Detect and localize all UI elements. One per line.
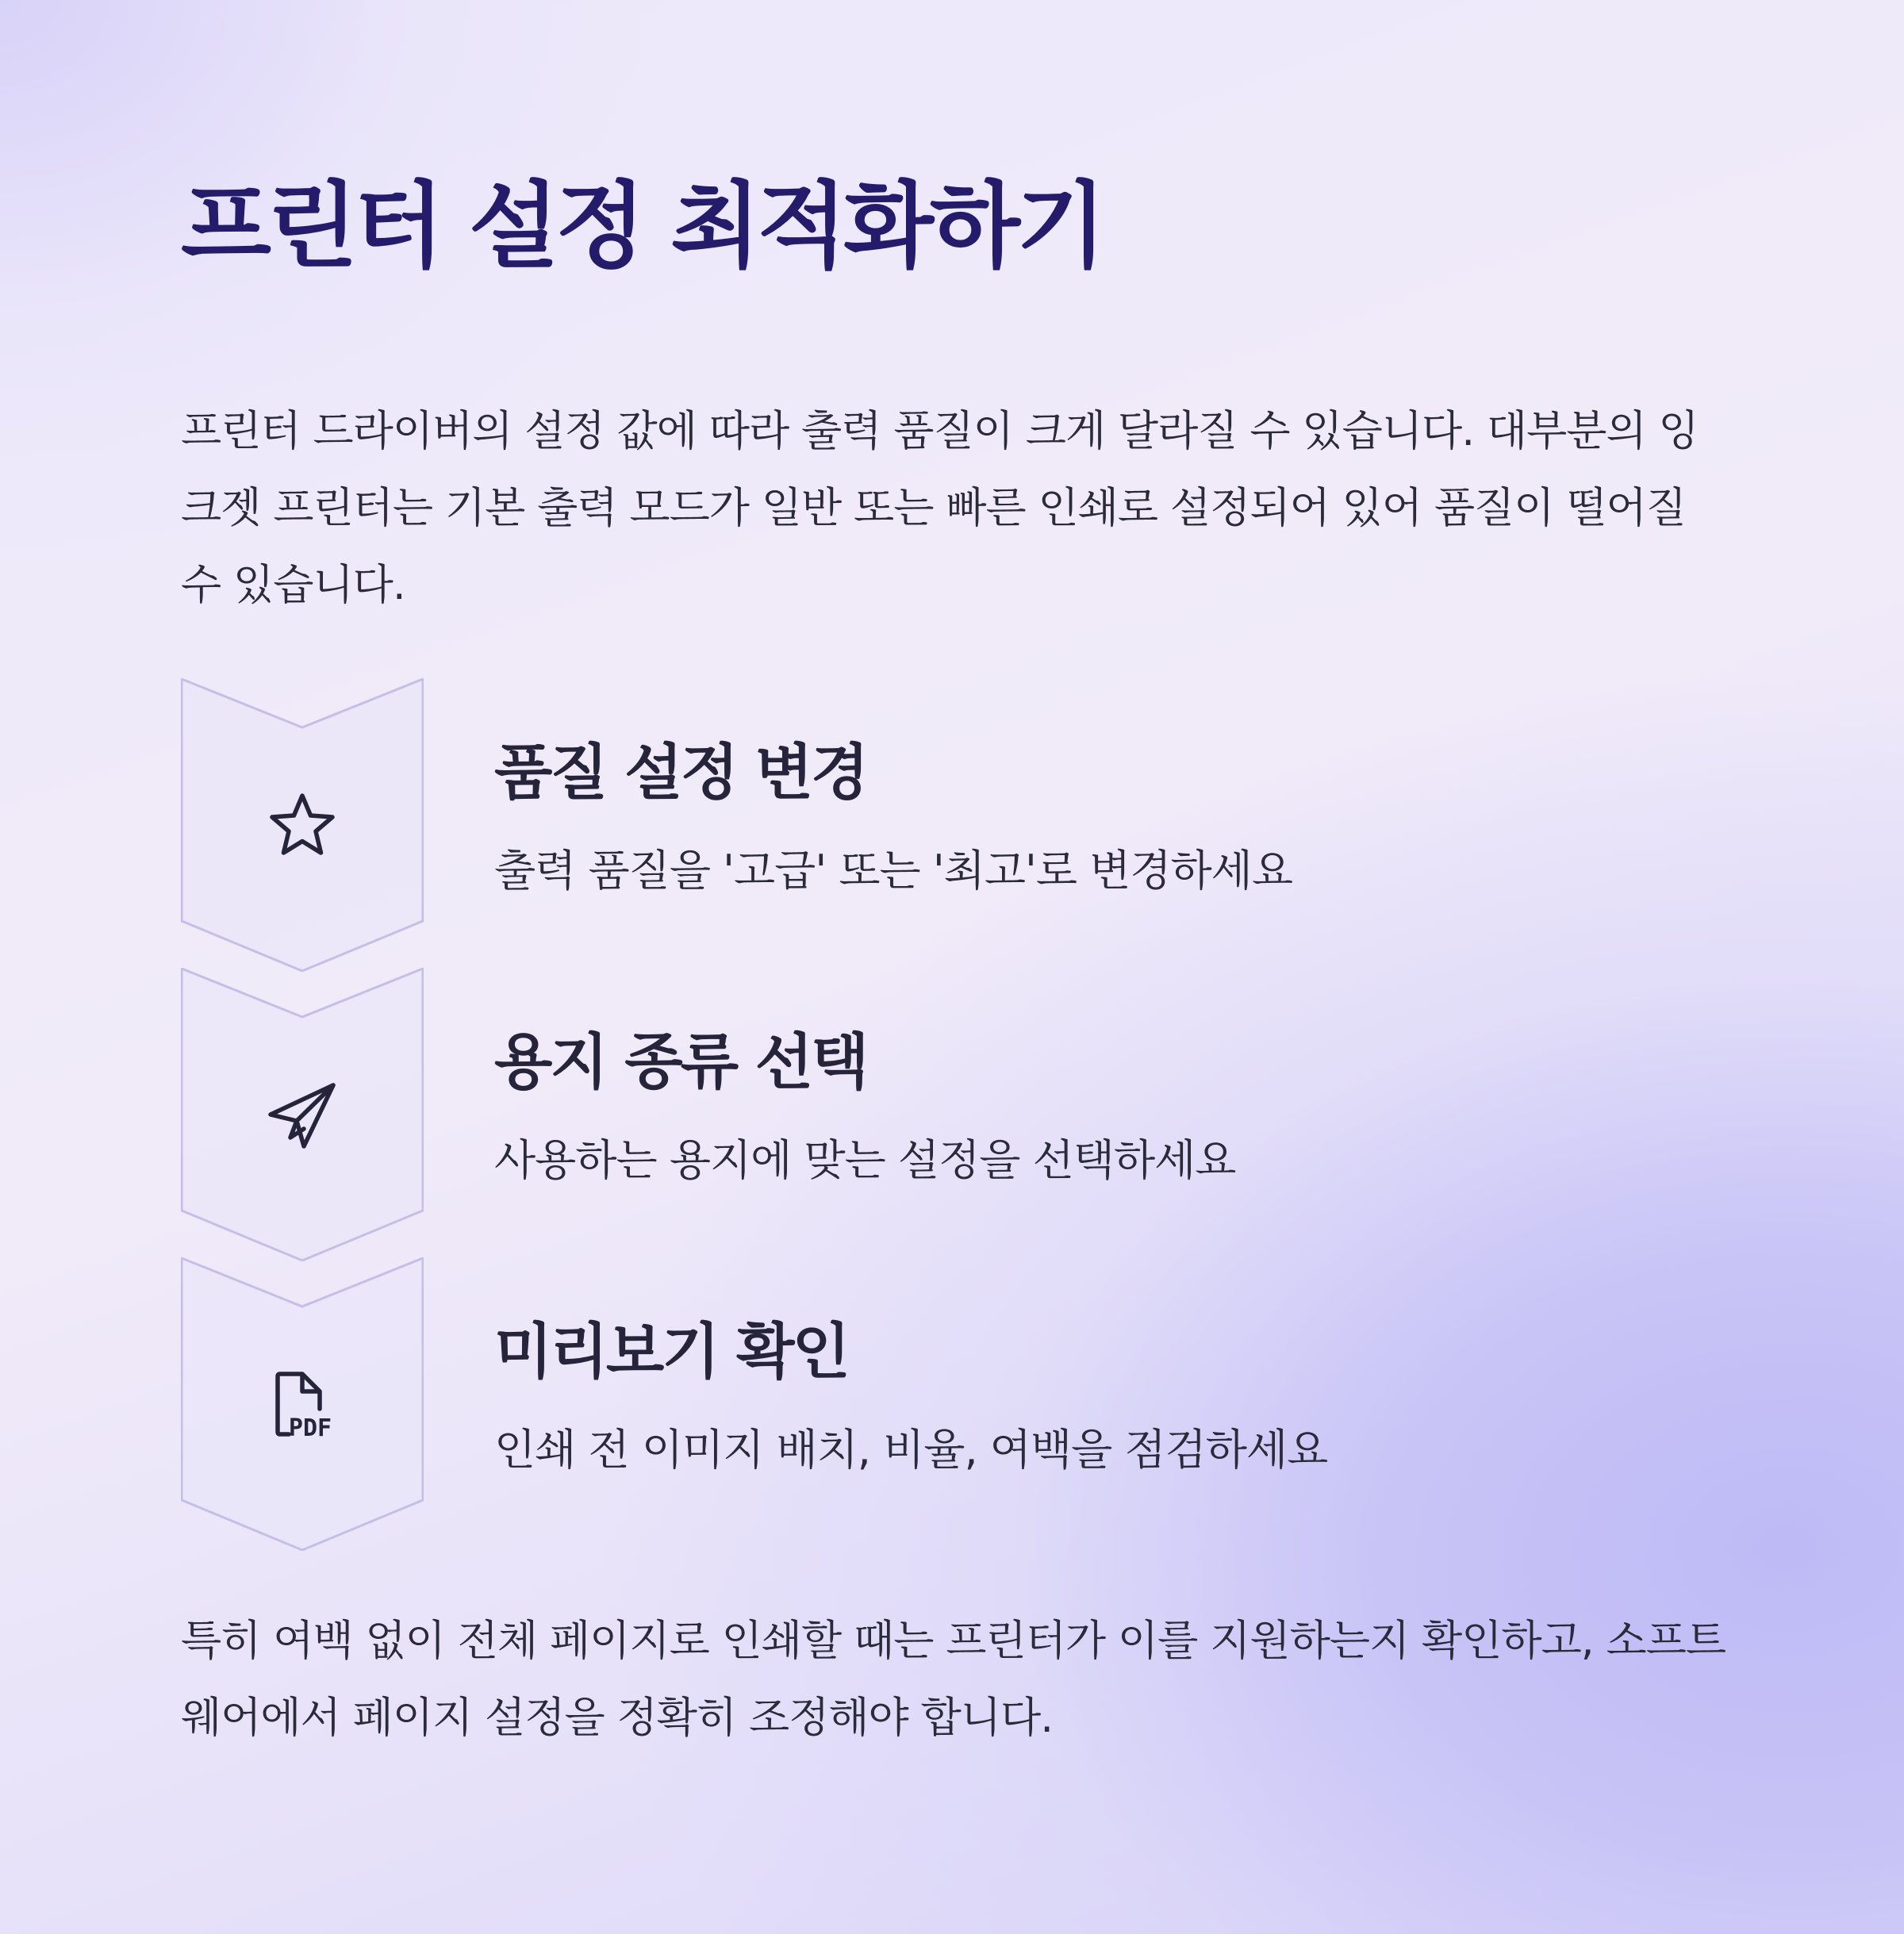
star-icon [263, 785, 342, 865]
step-description: 사용하는 용지에 맞는 설정을 선택하세요 [494, 1135, 1236, 1185]
pdf-label: PDF [288, 1414, 332, 1442]
step-title: 미리보기 확인 [494, 1316, 848, 1387]
step-title: 품질 설정 변경 [494, 737, 867, 808]
pdf-file-icon [263, 1364, 342, 1444]
step-paper-type [181, 968, 1736, 1261]
step-chevron [181, 678, 424, 972]
step-description: 인쇄 전 이미지 배치, 비율, 여백을 점검하세요 [494, 1425, 1328, 1475]
page-title: 프린터 설정 최적화하기 [181, 171, 1104, 281]
step-chevron [181, 1257, 424, 1551]
step-title: 용지 종류 선택 [494, 1026, 867, 1097]
closing-paragraph: 특히 여백 없이 전체 페이지로 인쇄할 때는 프린터가 이를 지원하는지 확인하고, 소프트웨어에서 페이지 설정을 정확히 조정해야 합니다. [181, 1617, 1726, 1742]
steps-list [181, 678, 1736, 1551]
step-description: 출력 품질을 '고급' 또는 '최고'로 변경하세요 [494, 846, 1292, 896]
step-preview [181, 1257, 1736, 1551]
step-quality [181, 678, 1736, 972]
intro-paragraph: 프린터 드라이버의 설정 값에 따라 출력 품질이 크게 달라질 수 있습니다. 대부분의 잉크젯 프린터는 기본 출력 모드가 일반 또는 빠른 인쇄로 설정되어 있어 품질이 떨어질 수 있습니다. [181, 407, 1699, 609]
step-chevron [181, 968, 424, 1261]
paper-plane-icon [263, 1075, 342, 1154]
